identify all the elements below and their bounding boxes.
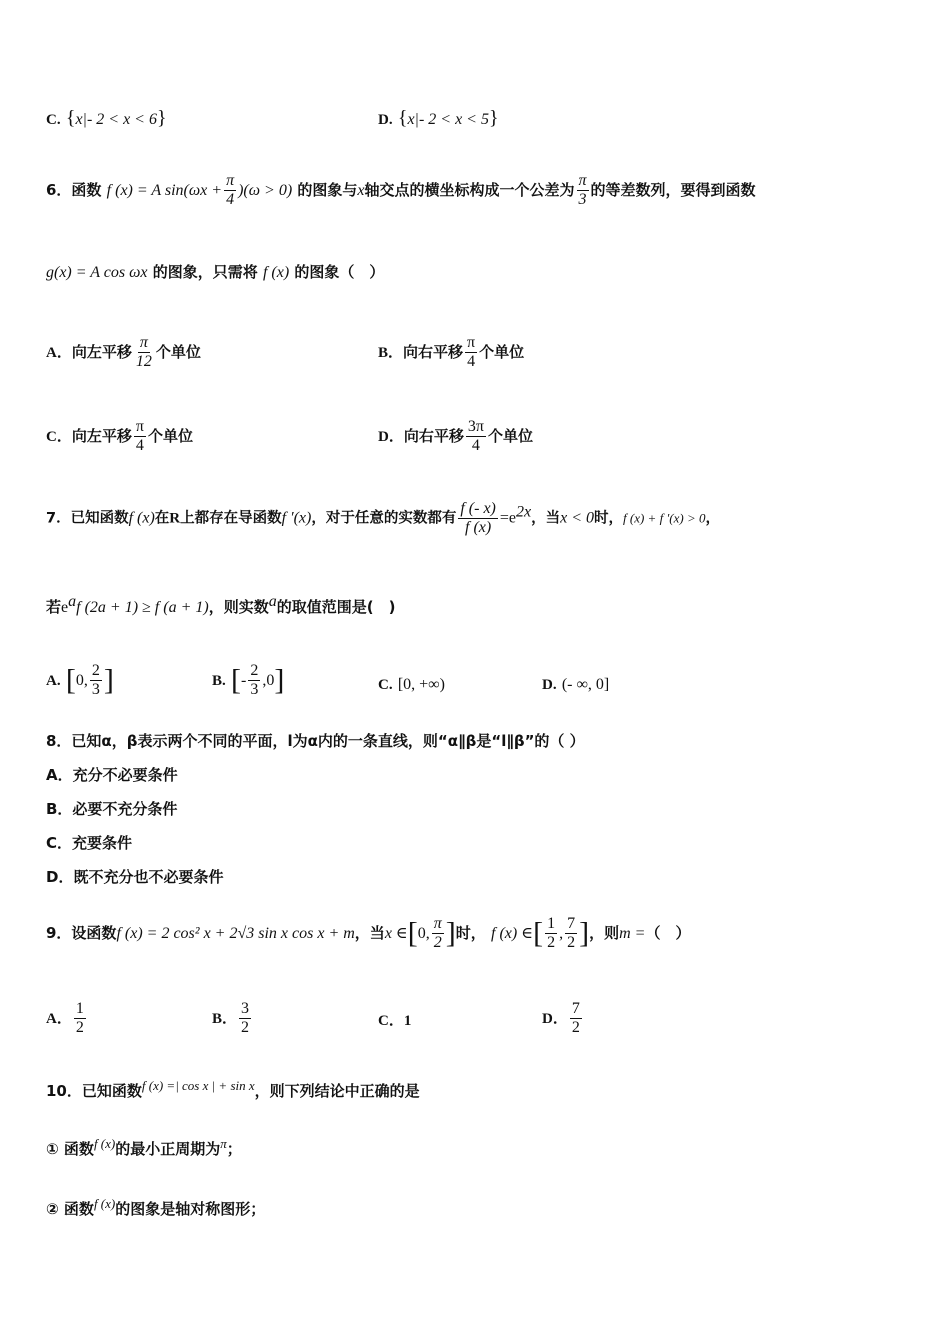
q7-ratio: $\frac{f (- x)}{f (x)}$ [460,500,496,536]
q9-option-c[interactable]: C．1 [378,1013,412,1029]
q6-fx: f (x) [262,264,290,281]
q7-option-a[interactable]: A. [0, $\frac{2}{3}$ ] [46,662,114,698]
q5-option-d-label: D. [378,112,393,128]
q10-number: 10．已知函数 [46,1082,142,1100]
q6-function-fraction: $\frac{\pi}{4}$ [226,172,235,208]
q6-option-b[interactable]: B．向右平移 $\frac{\pi}{4}$ 个单位 [378,334,525,370]
q6-common-difference: $\frac{\pi}{3}$ [578,172,587,208]
q7-stem-line1: 7．已知函数f (x)在R上都存在导函数f ′(x)，对于任意的实数都有 $\frac{f (- x)}{f (x)}$ $=e^{2x}$，当x < 0时，f (x) + f ′(x) > 0， [46,500,720,536]
q10-statement-1: ① 函数$^{f (x)}$的最小正周期为$^\pi$； [46,1136,242,1158]
q6-stem-line1: 6．函数 f (x) = A sin(ωx + $\frac{\pi}{4}$ )(ω > 0) 的图象与x轴交点的横坐标构成一个公差为 $\frac{\pi}{3}$ 的等差数列，要得到函数 [46,172,756,208]
q7-option-b[interactable]: B. [- $\frac{2}{3}$ ,0] [212,662,285,698]
q9-function: f (x) = 2 cos² x + 2√3 sin x cos x + m [116,925,355,942]
q6-number: 6．函数 [46,181,102,199]
q5-option-d[interactable]: D. {x|- 2 < x < 5} [378,107,499,129]
q7-number: 7．已知函数 [46,510,129,527]
q5-option-c-set: x|- 2 < x < 6 [75,111,157,128]
q5-option-c[interactable]: C. {x|- 2 < x < 6} [46,107,167,129]
q6-option-c[interactable]: C．向左平移 $\frac{\pi}{4}$ 个单位 [46,418,193,454]
q9-option-b[interactable]: B． $\frac{3}{2}$ [212,1000,250,1036]
q9-number: 9．设函数 [46,924,117,942]
q6-option-d[interactable]: D．向右平移 $\frac{3\pi}{4}$ 个单位 [378,418,533,454]
q10-statement-2: ② 函数$^{f (x)}$的图象是轴对称图形； [46,1196,266,1218]
q9-option-d[interactable]: D． $\frac{7}{2}$ [542,1000,580,1036]
q10-stem: 10．已知函数$^{f (x) =| cos x | + sin x}$，则下列结论中正确的是 [46,1078,420,1100]
q7-option-d[interactable]: D. (- ∞, 0] [542,676,610,693]
q5-option-d-set: x|- 2 < x < 5 [407,111,489,128]
q8-option-d[interactable]: D．既不充分也不必要条件 [46,868,224,886]
q7-option-c[interactable]: C. [0, +∞) [378,676,445,693]
q8-option-c[interactable]: C．充要条件 [46,834,133,852]
q8-option-a[interactable]: A．充分不必要条件 [46,766,178,784]
q8-option-b[interactable]: B．必要不充分条件 [46,800,178,818]
q6-stem-line2: g(x) = A cos ωx 的图象，只需将 f (x) 的图象（ ） [46,263,385,281]
q9-stem: 9．设函数f (x) = 2 cos² x + 2√3 sin x cos x + m，当x ∈[0, $\frac{\pi}{2}$ ]时， f (x) ∈[ $\frac{1}{2}$ , $\frac{7}{2}$ ]，则m =（ ） [46,915,691,951]
q6-function-right: )(ω > 0) [238,182,293,199]
q10-function: f (x) =| cos x | + sin x [141,1078,255,1093]
q5-option-c-label: C. [46,112,61,128]
q6-g-function: g(x) = A cos ωx [46,264,148,281]
q7-stem-line2: 若$e^af$ (2a + 1) ≥ f (a + 1)，则实数$^a$的取值范围是( ) [46,593,396,616]
q9-option-a[interactable]: A． $\frac{1}{2}$ [46,1000,84,1036]
q7-real-set: R [169,510,181,527]
q8-stem: 8．已知α，β表示两个不同的平面，l为α内的一条直线，则“α∥β是“l∥β”的（ ） [46,732,585,750]
q6-function-left: f (x) = A sin(ωx + [106,182,223,199]
q6-option-a[interactable]: A．向左平移 $\frac{\pi}{12}$ 个单位 [46,334,201,370]
